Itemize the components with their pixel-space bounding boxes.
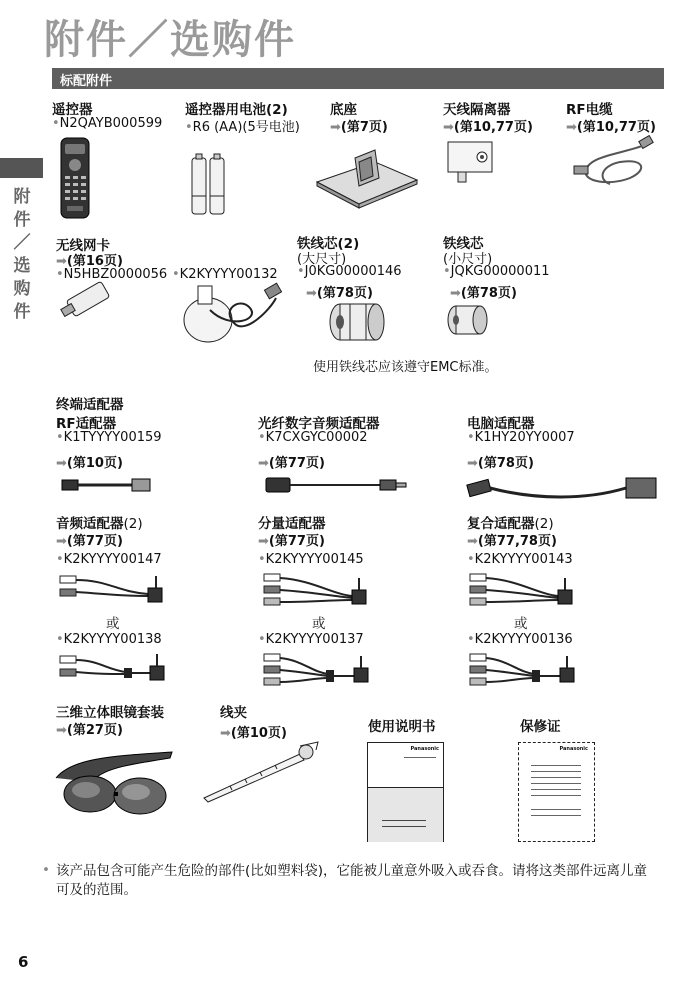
core-small-ref: ➡(第78页) <box>450 286 517 301</box>
wlan-code: •N5HBZ0000056 <box>56 267 168 282</box>
audio-adapter-alt-illustration <box>58 652 170 686</box>
usb-cable-illustration <box>180 280 290 346</box>
cable-clamp-illustration <box>200 740 324 804</box>
base-illustration <box>315 140 420 210</box>
core-large-name: 铁线芯(2) <box>297 236 360 252</box>
remote-illustration <box>55 138 95 220</box>
rf-adapter-code: •K1TYYYY00159 <box>56 430 162 445</box>
pc-adapter-ref: ➡(第78页) <box>467 456 534 471</box>
audio-or: 或 <box>106 616 120 632</box>
safety-note: 该产品包含可能产生危险的部件(比如塑料袋)，它能被儿童意外吸入或吞食。请将这类部件远离儿童可及的范围。 <box>56 863 648 898</box>
side-tab-marker <box>0 158 43 178</box>
side-tab-char: ／ <box>13 233 31 253</box>
page-title: 附件／选购件 <box>44 17 296 63</box>
warranty-line <box>531 789 581 790</box>
audio-adapter-ref: ➡(第77页) <box>56 534 123 549</box>
wlan-dongle-illustration <box>58 284 118 328</box>
composite-adapter-name: 复合适配器(2) <box>467 516 554 532</box>
side-tab-char: 件 <box>13 210 31 230</box>
component-adapter-ref: ➡(第77页) <box>258 534 325 549</box>
terminal-adapters-heading: 终端适配器 <box>56 397 124 413</box>
page-number: 6 <box>18 953 29 971</box>
rf-cable-illustration <box>570 136 660 196</box>
audio-adapter-illustration <box>58 572 170 606</box>
section-bar <box>52 68 664 89</box>
optical-adapter-name: 光纤数字音频适配器 <box>258 416 380 432</box>
core-small-illustration <box>444 298 492 340</box>
core-small-code: •JQKG00000011 <box>443 264 550 279</box>
warranty-line <box>531 777 581 778</box>
clamp-name: 线夹 <box>220 705 247 721</box>
core-large-size: (大尺寸) <box>297 252 347 267</box>
core-large-ref: ➡(第78页) <box>306 286 373 301</box>
composite-or: 或 <box>514 616 528 632</box>
component-adapter-code: •K2KYYYY00145 <box>258 552 364 567</box>
core-large-illustration <box>326 296 386 344</box>
battery-spec: •R6 (AA)(5号电池) <box>185 120 300 135</box>
rf-adapter-name: RF适配器 <box>56 416 117 432</box>
composite-adapter-code-alt: •K2KYYYY00136 <box>467 632 573 647</box>
optical-adapter-illustration <box>262 474 412 496</box>
warranty-line <box>531 783 581 784</box>
rf-adapter-illustration <box>60 474 152 496</box>
component-or: 或 <box>312 616 326 632</box>
audio-adapter-name: 音频适配器(2) <box>56 516 143 532</box>
rf-cable-name: RF电缆 <box>566 102 613 118</box>
wlan-name: 无线网卡 <box>56 238 110 254</box>
glasses-name: 三维立体眼镜套装 <box>56 705 164 721</box>
manual-illustration <box>367 742 444 842</box>
isolator-ref: ➡(第10,77页) <box>443 120 533 135</box>
warranty-line <box>531 765 581 766</box>
warranty-line <box>531 795 581 796</box>
optical-adapter-ref: ➡(第77页) <box>258 456 325 471</box>
core-small-size: (小尺寸) <box>443 252 493 267</box>
composite-adapter-alt-illustration <box>468 650 580 694</box>
isolator-name: 天线隔离器 <box>443 102 511 118</box>
warranty-line <box>531 809 581 810</box>
wlan-cable-code: •K2KYYYY00132 <box>172 267 278 282</box>
composite-adapter-ref: ➡(第77,78页) <box>467 534 557 549</box>
component-adapter-name: 分量适配器 <box>258 516 326 532</box>
manual-line <box>382 826 426 827</box>
side-tab-char: 件 <box>13 302 31 322</box>
composite-adapter-code: •K2KYYYY00143 <box>467 552 573 567</box>
rf-adapter-ref: ➡(第10页) <box>56 456 123 471</box>
pc-adapter-illustration <box>466 470 662 506</box>
clamp-ref: ➡(第10页) <box>220 726 287 741</box>
manual-line <box>382 820 426 821</box>
manual-cover-panel <box>368 787 443 842</box>
warranty-brand: Panasonic <box>559 746 588 752</box>
side-tab-char: 选 <box>13 256 31 276</box>
isolator-illustration <box>444 138 496 184</box>
emc-note: 使用铁线芯应该遵守EMC标准。 <box>313 360 498 375</box>
manual-name: 使用说明书 <box>368 719 436 735</box>
manual-brand: Panasonic <box>410 746 439 752</box>
wlan-ref: ➡(第16页) <box>56 254 123 269</box>
side-tab-char: 购 <box>13 279 31 299</box>
component-adapter-code-alt: •K2KYYYY00137 <box>258 632 364 647</box>
remote-name: 遥控器 <box>52 102 93 118</box>
remote-code: •N2QAYB000599 <box>52 116 163 131</box>
warranty-name: 保修证 <box>520 719 561 735</box>
section-bar-label: 标配附件 <box>60 74 113 89</box>
warranty-line <box>531 815 581 816</box>
side-tab-char: 附 <box>13 187 31 207</box>
warranty-line <box>531 771 581 772</box>
component-adapter-alt-illustration <box>262 650 374 694</box>
base-ref: ➡(第7页) <box>330 120 388 135</box>
composite-adapter-illustration <box>468 570 580 614</box>
note-bullet: • <box>42 862 50 878</box>
battery-illustration <box>190 152 230 216</box>
audio-adapter-code: •K2KYYYY00147 <box>56 552 162 567</box>
manual-line <box>404 757 436 758</box>
rf-cable-ref: ➡(第10,77页) <box>566 120 656 135</box>
glasses-illustration <box>52 748 176 822</box>
component-adapter-illustration <box>262 570 374 614</box>
glasses-ref: ➡(第27页) <box>56 723 123 738</box>
pc-adapter-name: 电脑适配器 <box>467 416 535 432</box>
battery-name: 遥控器用电池(2) <box>185 102 288 118</box>
warranty-illustration <box>518 742 595 842</box>
optical-adapter-code: •K7CXGYC00002 <box>258 430 368 445</box>
side-tab-label <box>10 186 34 324</box>
core-small-name: 铁线芯 <box>443 236 484 252</box>
pc-adapter-code: •K1HY20YY0007 <box>467 430 575 445</box>
core-large-code: •J0KG00000146 <box>297 264 402 279</box>
audio-adapter-code-alt: •K2KYYYY00138 <box>56 632 162 647</box>
base-name: 底座 <box>330 102 357 118</box>
